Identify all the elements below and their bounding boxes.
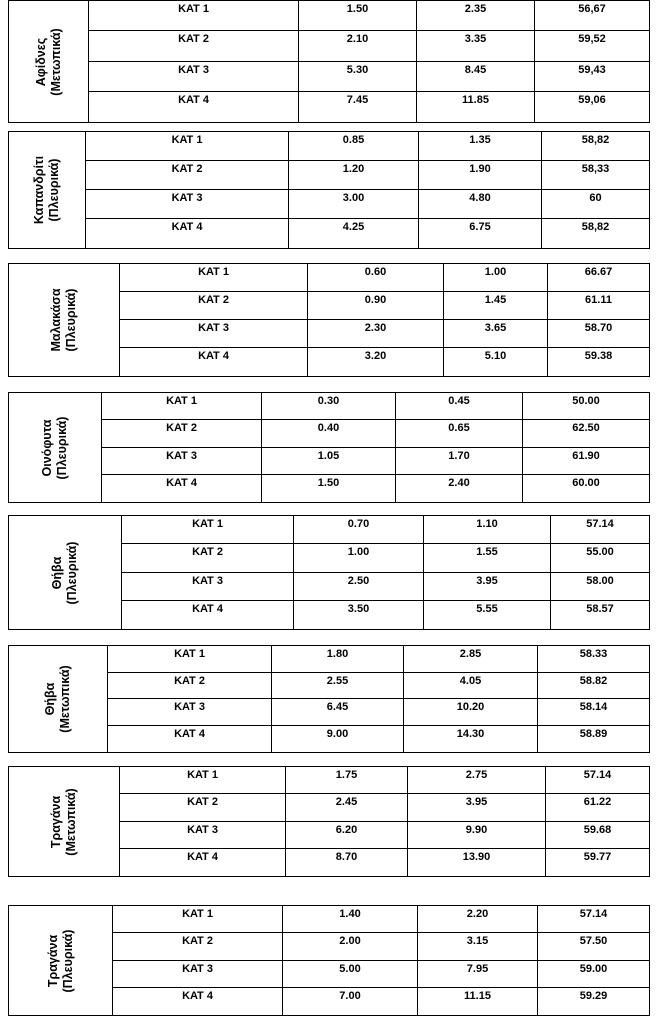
site-placement: (Πλευρικά) <box>64 288 78 352</box>
category-cell: ΚΑΤ 4 <box>89 92 299 122</box>
percent-cell: 60.00 <box>572 476 600 489</box>
table-row <box>89 1 649 31</box>
value-cell: 4.05 <box>404 673 538 699</box>
site-name: Τραγάνα <box>49 795 63 848</box>
site-placement: (Μετωπικά) <box>48 27 63 96</box>
site-label <box>9 264 120 376</box>
value-cell: 2.55 <box>272 673 404 699</box>
percent-cell: 58.33 <box>579 648 608 660</box>
site-label <box>9 132 86 248</box>
value-cell: 3.65 <box>444 320 548 347</box>
table-kapandriti-side <box>8 131 650 249</box>
value-cell: 1.05 <box>262 448 396 474</box>
table-row <box>86 132 649 161</box>
value-cell: 6.20 <box>286 822 408 848</box>
percent-cell: 61.11 <box>585 294 612 306</box>
site-name: Μαλακάσα <box>49 288 63 352</box>
percent-cell: 58,82 <box>581 134 610 146</box>
value-cell: 1.00 <box>294 544 424 571</box>
percent-cell: 59.68 <box>583 823 612 836</box>
site-placement: (Πλευρικά) <box>55 416 69 479</box>
percent-cell: 57.14 <box>586 518 614 530</box>
percent-cell: 58.82 <box>579 674 608 687</box>
category-cell: ΚΑΤ 3 <box>89 62 299 91</box>
category-cell: ΚΑΤ 1 <box>122 516 294 543</box>
percent-cell: 58,33 <box>581 163 610 175</box>
value-cell: 14.30 <box>404 726 538 753</box>
category-cell: ΚΑΤ 4 <box>120 849 286 876</box>
percent-cell: 60 <box>589 192 602 204</box>
value-cell: 3.00 <box>289 190 419 218</box>
table-row <box>108 673 649 700</box>
value-cell: 1.50 <box>262 475 396 502</box>
category-cell: ΚΑΤ 1 <box>120 264 308 291</box>
percent-cell: 55.00 <box>586 546 614 559</box>
percent-cell: 59.29 <box>579 989 608 1002</box>
table-row <box>108 726 649 753</box>
table-row <box>120 822 649 849</box>
value-cell: 3.20 <box>308 348 444 376</box>
category-cell: ΚΑΤ 3 <box>120 320 308 347</box>
value-cell: 1.40 <box>283 906 418 932</box>
percent-cell: 58.70 <box>584 322 613 334</box>
table-row <box>113 933 649 960</box>
table-tragana-side <box>8 905 650 1016</box>
value-cell: 5.30 <box>299 62 417 91</box>
category-cell: ΚΑΤ 2 <box>86 161 289 189</box>
table-row <box>122 516 649 544</box>
table-row <box>108 699 649 726</box>
value-cell: 3.35 <box>417 31 535 60</box>
value-cell: 1.45 <box>444 292 548 319</box>
percent-cell: 66.67 <box>584 266 613 278</box>
table-row <box>120 264 649 292</box>
percent-cell: 59.00 <box>579 962 608 975</box>
table-thiva-front <box>8 645 650 753</box>
table-row <box>120 348 649 376</box>
category-cell: ΚΑΤ 1 <box>86 132 289 160</box>
percent-cell: 56,67 <box>578 3 606 15</box>
value-cell: 1.50 <box>299 1 417 30</box>
value-cell: 2.20 <box>418 906 538 932</box>
value-cell: 13.90 <box>408 849 546 876</box>
site-placement: (Μετωπικά) <box>58 665 72 733</box>
percent-cell: 62.50 <box>572 422 600 435</box>
value-cell: 1.20 <box>289 161 419 189</box>
value-cell: 2.45 <box>286 794 408 820</box>
percent-cell: 61.22 <box>583 796 612 809</box>
site-placement: (Πλευρικά) <box>65 541 79 604</box>
value-cell: 5.00 <box>283 961 418 987</box>
value-cell: 11.85 <box>417 92 535 122</box>
site-label <box>9 767 120 876</box>
table-row <box>113 961 649 988</box>
value-cell: 3.15 <box>418 933 538 959</box>
table-row <box>122 601 649 629</box>
category-cell: ΚΑΤ 3 <box>86 190 289 218</box>
percent-cell: 57.14 <box>583 769 612 781</box>
value-cell: 0.85 <box>289 132 419 160</box>
site-placement: (Μετωπικά) <box>64 787 78 856</box>
table-row <box>120 849 649 876</box>
value-cell: 0.45 <box>396 393 523 419</box>
table-row <box>86 219 649 248</box>
site-label <box>9 906 113 1015</box>
site-label <box>9 516 122 629</box>
value-cell: 0.30 <box>262 393 396 419</box>
category-cell: ΚΑΤ 2 <box>102 420 262 446</box>
percent-cell: 58.89 <box>579 727 608 740</box>
table-row <box>113 906 649 933</box>
value-cell: 2.35 <box>417 1 535 30</box>
value-cell: 1.55 <box>424 544 551 571</box>
site-label <box>9 393 102 502</box>
category-cell: ΚΑΤ 1 <box>120 767 286 793</box>
value-cell: 2.30 <box>308 320 444 347</box>
value-cell: 0.90 <box>308 292 444 319</box>
table-row <box>120 767 649 794</box>
percent-cell: 59,43 <box>578 63 606 76</box>
value-cell: 0.65 <box>396 420 523 446</box>
category-cell: ΚΑΤ 3 <box>122 573 294 600</box>
value-cell: 3.50 <box>294 601 424 629</box>
value-cell: 1.35 <box>419 132 542 160</box>
percent-cell: 59,52 <box>578 33 606 46</box>
value-cell: 6.75 <box>419 219 542 248</box>
category-cell: ΚΑΤ 1 <box>102 393 262 419</box>
value-cell: 2.40 <box>396 475 523 502</box>
percent-cell: 58.14 <box>579 701 608 713</box>
value-cell: 10.20 <box>404 699 538 725</box>
value-cell: 0.70 <box>294 516 424 543</box>
site-name: Αφίδνες <box>33 37 48 86</box>
value-cell: 2.10 <box>299 31 417 60</box>
table-row <box>86 190 649 219</box>
category-cell: ΚΑΤ 3 <box>108 699 272 725</box>
category-cell: ΚΑΤ 1 <box>108 646 272 672</box>
table-thiva-side <box>8 515 650 630</box>
value-cell: 0.40 <box>262 420 396 446</box>
percent-cell: 58.57 <box>586 602 614 615</box>
percent-cell: 61.90 <box>572 449 600 462</box>
table-row <box>113 988 649 1015</box>
table-row <box>102 448 649 475</box>
value-cell: 1.75 <box>286 767 408 793</box>
category-cell: ΚΑΤ 1 <box>113 906 283 932</box>
site-name: Θήβα <box>50 556 64 589</box>
value-cell: 4.25 <box>289 219 419 248</box>
table-row <box>108 646 649 673</box>
category-cell: ΚΑΤ 4 <box>113 988 283 1015</box>
category-cell: ΚΑΤ 1 <box>89 1 299 30</box>
site-label <box>9 1 89 122</box>
value-cell: 9.00 <box>272 726 404 753</box>
category-cell: ΚΑΤ 4 <box>86 219 289 248</box>
category-cell: ΚΑΤ 4 <box>122 601 294 629</box>
value-cell: 5.10 <box>444 348 548 376</box>
table-row <box>102 393 649 420</box>
site-placement: (Πλευρικά) <box>47 158 61 222</box>
value-cell: 11.15 <box>418 988 538 1015</box>
value-cell: 0.60 <box>308 264 444 291</box>
percent-cell: 58.00 <box>586 574 614 587</box>
value-cell: 1.10 <box>424 516 551 543</box>
category-cell: ΚΑΤ 2 <box>113 933 283 959</box>
value-cell: 1.00 <box>444 264 548 291</box>
table-row <box>89 62 649 92</box>
category-cell: ΚΑΤ 4 <box>102 475 262 502</box>
value-cell: 8.70 <box>286 849 408 876</box>
value-cell: 5.55 <box>424 601 551 629</box>
table-row <box>120 794 649 821</box>
percent-cell: 50.00 <box>572 395 600 407</box>
site-label <box>9 646 108 752</box>
percent-cell: 59,06 <box>578 93 606 106</box>
site-name: Καπανδρίτι <box>32 155 46 225</box>
table-malakasa-side <box>8 263 650 377</box>
table-row <box>120 320 649 348</box>
percent-cell: 59.38 <box>584 350 613 362</box>
value-cell: 1.90 <box>419 161 542 189</box>
value-cell: 2.75 <box>408 767 546 793</box>
table-oinofyta-side <box>8 392 650 503</box>
value-cell: 2.85 <box>404 646 538 672</box>
category-cell: ΚΑΤ 3 <box>120 822 286 848</box>
percent-cell: 59.77 <box>583 850 612 863</box>
value-cell: 1.80 <box>272 646 404 672</box>
value-cell: 6.45 <box>272 699 404 725</box>
value-cell: 7.45 <box>299 92 417 122</box>
percent-cell: 57.50 <box>579 935 608 948</box>
category-cell: ΚΑΤ 2 <box>122 544 294 571</box>
site-name: Θήβα <box>43 682 57 716</box>
table-row <box>89 92 649 122</box>
site-name: Οινόφυτα <box>40 419 54 476</box>
value-cell: 7.95 <box>418 961 538 987</box>
value-cell: 9.90 <box>408 822 546 848</box>
category-cell: ΚΑΤ 2 <box>120 794 286 820</box>
site-placement: (Πλευρικά) <box>60 929 75 992</box>
table-row <box>102 420 649 447</box>
category-cell: ΚΑΤ 3 <box>102 448 262 474</box>
table-row <box>86 161 649 190</box>
percent-cell: 57.14 <box>579 908 608 920</box>
table-row <box>120 292 649 320</box>
category-cell: ΚΑΤ 4 <box>108 726 272 753</box>
value-cell: 2.00 <box>283 933 418 959</box>
table-row <box>89 31 649 61</box>
table-row <box>122 573 649 601</box>
value-cell: 3.95 <box>408 794 546 820</box>
table-row <box>102 475 649 502</box>
value-cell: 2.50 <box>294 573 424 600</box>
category-cell: ΚΑΤ 2 <box>108 673 272 699</box>
table-row <box>122 544 649 572</box>
category-cell: ΚΑΤ 2 <box>120 292 308 319</box>
table-tragana-front <box>8 766 650 877</box>
value-cell: 4.80 <box>419 190 542 218</box>
value-cell: 3.95 <box>424 573 551 600</box>
category-cell: ΚΑΤ 4 <box>120 348 308 376</box>
table-afidnes-front <box>8 0 650 123</box>
category-cell: ΚΑΤ 2 <box>89 31 299 60</box>
value-cell: 1.70 <box>396 448 523 474</box>
value-cell: 7.00 <box>283 988 418 1015</box>
value-cell: 8.45 <box>417 62 535 91</box>
site-name: Τραγάνα <box>45 934 60 987</box>
percent-cell: 58,82 <box>581 221 610 233</box>
category-cell: ΚΑΤ 3 <box>113 961 283 987</box>
